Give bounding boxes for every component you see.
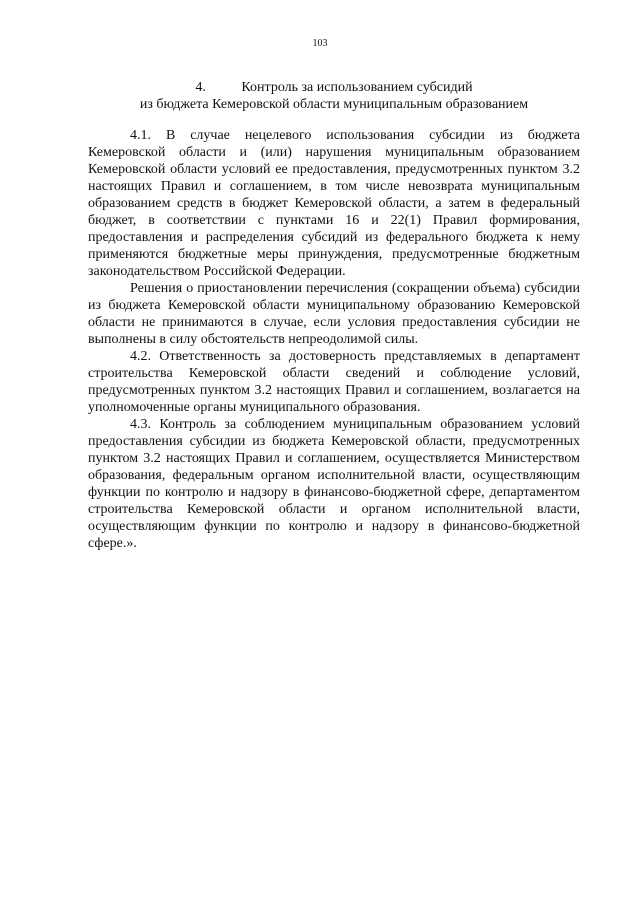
paragraph-4-1: 4.1. В случае нецелевого использования субсидии из бюджета Кемеровской области и (или) нарушения муниципальным образованием Кемеровской области условий ее предоставления, предусмотренных пунктом 3.2 настоящих Правил и соглашением, в том числе невозврата муниципальным образованием средств в бюджет Кемеровской области, а затем в федеральный бюджет, в соответствии с пунктами 16 и 22(1) Правил формирования, предоставления и распределения субсидий из федерального бюджета к нему применяются бюджетные меры принуждения, предусмотренные бюджетным законодательством Российской Федерации. bbox=[88, 128, 580, 279]
section-heading-line-1 bbox=[88, 79, 580, 96]
section-number: 4. bbox=[195, 80, 206, 95]
section-heading bbox=[88, 79, 580, 113]
section-title: Контроль за использованием субсидий bbox=[241, 80, 473, 95]
section-subtitle: из бюджета Кемеровской области муниципальным образованием bbox=[139, 97, 529, 112]
paragraph-suspension-decisions: Решения о приостановлении перечисления (сокращении объема) субсидии из бюджета Кемеровской области муниципальному образованию Кемеровской области не принимаются в случае, если условия предоставления субсидии не выполнены в силу обстоятельств непреодолимой силы. bbox=[88, 281, 580, 347]
paragraph-4-3: 4.3. Контроль за соблюдением муниципальным образованием условий предоставления субсидии из бюджета Кемеровской области, предусмотренных пунктом 3.2 настоящих Правил и соглашением, осуществляется Министерством образования, федеральным органом исполнительной власти, осуществляющим функции по контролю и надзору в финансово-бюджетной сфере, департаментом строительства Кемеровской области и органом исполнительной власти, осуществляющим функции по контролю и надзору в финансово-бюджетной сфере.». bbox=[88, 417, 580, 551]
page-number: 103 bbox=[312, 38, 328, 49]
body-text bbox=[88, 127, 580, 552]
paragraph-4-2: 4.2. Ответственность за достоверность представляемых в департамент строительства Кемеровской области сведений и соблюдение условий, предусмотренных пунктом 3.2 настоящих Правил и соглашением, возлагается на уполномоченные органы муниципального образования. bbox=[88, 349, 580, 415]
